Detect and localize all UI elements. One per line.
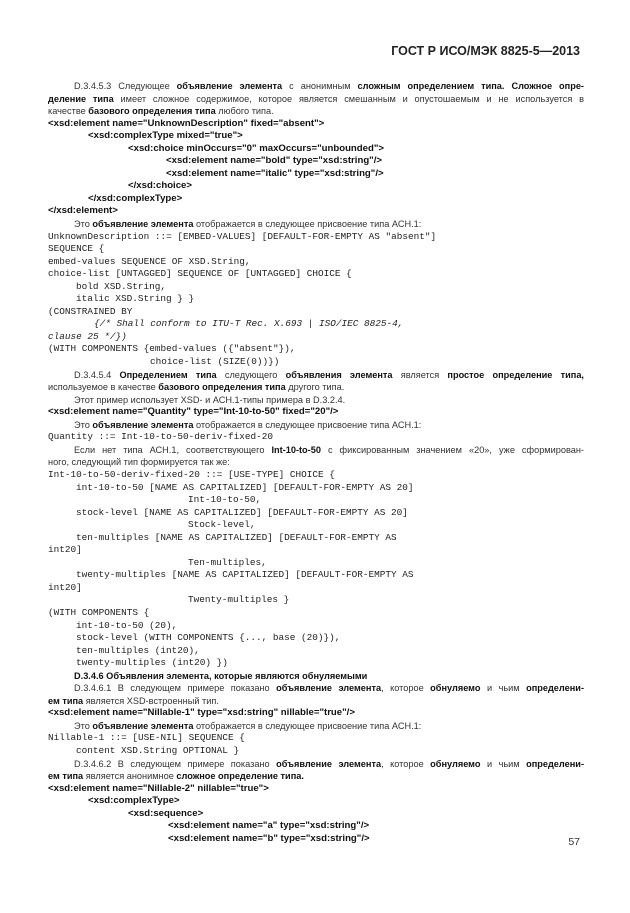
text-span: качестве xyxy=(48,106,89,117)
text-span: отображается в следующее присвоение типа АСН.1: xyxy=(193,720,422,731)
text-span: с фиксированным значением «20», уже сформирован- xyxy=(320,444,584,455)
text-span: является xyxy=(392,369,448,380)
asn1-code-line: stock-level (WITH COMPONENTS {..., base (20)}), xyxy=(76,632,341,644)
body-text-line xyxy=(48,381,584,394)
text-span: ного, следующий тип формируется так же: xyxy=(48,457,230,468)
asn1-code-line: Nillable-1 ::= [USE-NIL] SEQUENCE { xyxy=(48,732,245,744)
asn1-code-line: ten-multiples [NAME AS CAPITALIZED] [DEFAULT-FOR-EMPTY AS xyxy=(76,531,397,543)
xsd-code-line: <xsd:element name="Nillable-1" type="xsd:string" nillable="true"/> xyxy=(48,707,355,719)
body-text-line xyxy=(48,695,584,708)
bold-term: определени- xyxy=(526,683,584,694)
asn1-code-line: {/* Shall conform to ITU-T Rec. X.693 | ISO/IEC 8825-4, xyxy=(94,318,404,330)
page-number: 57 xyxy=(568,836,580,848)
bold-term: обнуляемо xyxy=(430,758,481,769)
xsd-code-line: <xsd:sequence> xyxy=(128,807,204,819)
bold-term: простое определение типа, xyxy=(447,369,584,380)
text-span: Это xyxy=(74,720,93,731)
asn1-code-line: Quantity ::= Int-10-to-50-deriv-fixed-20 xyxy=(48,431,274,443)
body-text-line xyxy=(48,758,584,771)
xsd-code-line: </xsd:complexType> xyxy=(88,192,183,204)
asn1-code-line: Int-10-to-50, xyxy=(188,494,262,506)
bold-term: объявление элемента xyxy=(176,81,283,91)
body-text-line xyxy=(48,444,584,457)
bold-term: объявление элемента xyxy=(92,419,194,430)
text-span: Это xyxy=(74,219,93,230)
asn1-code-line: (CONSTRAINED BY xyxy=(48,305,133,317)
text-span: другого типа. xyxy=(285,382,345,393)
body-text-line xyxy=(48,419,584,432)
asn1-code-line: twenty-multiples [NAME AS CAPITALIZED] [DEFAULT-FOR-EMPTY AS xyxy=(76,569,414,581)
asn1-code-line: SEQUENCE { xyxy=(48,243,105,255)
body-text-line xyxy=(48,682,584,695)
body-text-line xyxy=(48,770,584,783)
asn1-code-line: stock-level [NAME AS CAPITALIZED] [DEFAULT-FOR-EMPTY AS 20] xyxy=(76,506,408,518)
text-span: Этот пример использует XSD- и АСН.1-типы примера в D.3.2.4. xyxy=(74,394,346,405)
asn1-code-line: Twenty-multiples } xyxy=(188,594,290,606)
body-text-line xyxy=(48,456,584,469)
bold-term: объявление элемента xyxy=(92,720,194,731)
xsd-code-line: </xsd:choice> xyxy=(128,180,192,192)
body-text-line xyxy=(48,394,584,407)
text-span: , которое xyxy=(381,683,431,694)
text-span: является XSD-встроенный тип. xyxy=(83,695,219,706)
xsd-code-line: <xsd:complexType mixed="true"> xyxy=(88,130,243,142)
asn1-code-line: choice-list [UNTAGGED] SEQUENCE OF [UNTAGGED] CHOICE { xyxy=(48,268,352,280)
asn1-code-line: Int-10-to-50-deriv-fixed-20 ::= [USE-TYPE] CHOICE { xyxy=(48,468,335,480)
asn1-code-line: bold XSD.String, xyxy=(76,280,167,292)
text-span: следующего xyxy=(216,369,286,380)
xsd-code-line: <xsd:element name="a" type="xsd:string"/> xyxy=(168,820,370,832)
body-text-line xyxy=(48,93,584,106)
page-body xyxy=(48,80,584,845)
bold-term: ем типа xyxy=(48,695,84,706)
xsd-code-line: <xsd:element name="UnknownDescription" fixed="absent"> xyxy=(48,117,325,129)
asn1-code-line: int20] xyxy=(48,581,82,593)
bold-term: объявление элемента xyxy=(92,219,194,230)
body-text-line xyxy=(48,105,584,118)
asn1-code-line: UnknownDescription ::= [EMBED-VALUES] [DEFAULT-FOR-EMPTY AS "absent"] xyxy=(48,230,437,242)
text-span: с анонимным xyxy=(282,81,358,91)
text-span: отображается в следующее присвоение типа АСН.1: xyxy=(193,219,422,230)
asn1-code-line: choice-list (SIZE(0))}) xyxy=(150,356,280,368)
asn1-code-line: int20] xyxy=(48,544,82,556)
text-span: имеет сложное содержимое, которое является смешанным и опустошаемым и не используется в xyxy=(113,93,585,104)
text-span: и чьим xyxy=(480,683,527,694)
asn1-code-line: (WITH COMPONENTS {embed-values ({"absent"}), xyxy=(48,343,296,355)
bold-term: базового определения типа xyxy=(88,106,216,117)
bold-term: деление типа xyxy=(48,93,114,104)
xsd-code-line: <xsd:element name="b" type="xsd:string"/> xyxy=(168,832,370,844)
text-span: D.3.4.6.2 В следующем примере показано xyxy=(74,758,277,769)
asn1-code-line: int-10-to-50 (20), xyxy=(76,619,178,631)
body-text-line xyxy=(48,80,584,93)
bold-term: D.3.4.6 Объявления элемента, которые являются обнуляемыми xyxy=(74,670,368,681)
xsd-code-line: <xsd:element name="bold" type="xsd:string"/> xyxy=(166,155,382,167)
bold-term: Int-10-to-50 xyxy=(271,444,321,455)
asn1-code-line: embed-values SEQUENCE OF XSD.String, xyxy=(48,255,251,267)
bold-term: объявление элемента xyxy=(276,758,382,769)
bold-term: ем типа xyxy=(48,771,84,782)
asn1-code-line: clause 25 */}) xyxy=(48,330,127,342)
text-span: и чьим xyxy=(480,758,527,769)
bold-term: сложное определение типа. xyxy=(176,771,304,782)
xsd-code-line: <xsd:element name="Quantity" type="Int-10-to-50" fixed="20"/> xyxy=(48,406,339,418)
bold-term: базового определения типа xyxy=(158,382,286,393)
asn1-code-line: content XSD.String OPTIONAL } xyxy=(76,744,240,756)
text-span: является анонимное xyxy=(83,771,177,782)
xsd-code-line: <xsd:element name="Nillable-2" nillable="true"> xyxy=(48,782,269,794)
bold-term: сложным определением типа. Сложное опре- xyxy=(357,81,584,91)
text-span: отображается в следующее присвоение типа АСН.1: xyxy=(193,419,422,430)
asn1-code-line: int-10-to-50 [NAME AS CAPITALIZED] [DEFAULT-FOR-EMPTY AS 20] xyxy=(76,481,414,493)
asn1-code-line: ten-multiples (int20), xyxy=(76,644,200,656)
body-text-line xyxy=(48,670,584,683)
body-text-line xyxy=(48,369,584,382)
bold-term: объявление элемента xyxy=(276,683,382,694)
asn1-code-line: twenty-multiples (int20) }) xyxy=(76,657,228,669)
document-header: ГОСТ Р ИСО/МЭК 8825-5—2013 xyxy=(391,44,580,58)
body-text-line xyxy=(48,720,584,733)
xsd-code-line: <xsd:complexType> xyxy=(88,795,180,807)
text-span: D.3.4.5.4 xyxy=(74,369,120,380)
text-span: , которое xyxy=(381,758,431,769)
bold-term: определени- xyxy=(526,758,584,769)
asn1-code-line: italic XSD.String } } xyxy=(76,293,195,305)
body-text-line xyxy=(48,218,584,231)
bold-term: обнуляемо xyxy=(430,683,481,694)
text-span: любого типа. xyxy=(215,106,274,117)
asn1-code-line: Stock-level, xyxy=(188,519,256,531)
bold-term: Определением типа xyxy=(119,369,217,380)
asn1-code-line: Ten-multiples, xyxy=(188,556,267,568)
bold-term: объявления элемента xyxy=(285,369,393,380)
asn1-code-line: (WITH COMPONENTS { xyxy=(48,606,150,618)
text-span: Если нет типа АСН.1, соответствующего xyxy=(74,444,272,455)
text-span: D.3.4.5.3 Следующее xyxy=(74,81,177,91)
text-span: Это xyxy=(74,419,93,430)
xsd-code-line: <xsd:element name="italic" type="xsd:string"/> xyxy=(166,167,384,179)
xsd-code-line: </xsd:element> xyxy=(48,205,118,217)
text-span: используемое в качестве xyxy=(48,382,159,393)
text-span: D.3.4.6.1 В следующем примере показано xyxy=(74,683,277,694)
xsd-code-line: <xsd:choice minOccurs="0" maxOccurs="unbounded"> xyxy=(128,142,384,154)
